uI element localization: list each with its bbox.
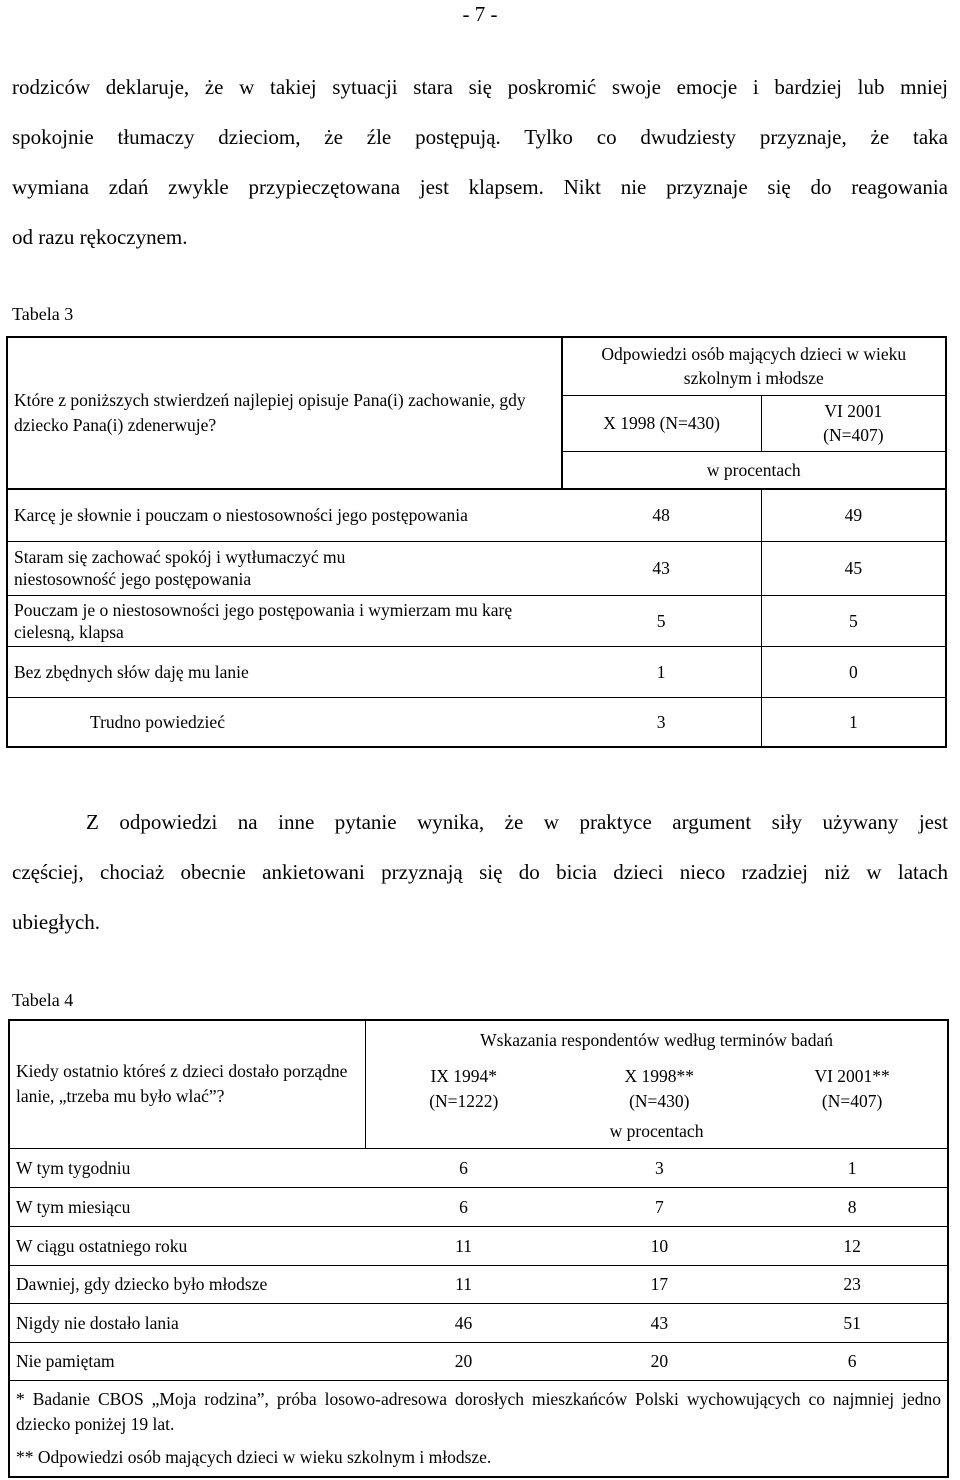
- row-label: Nie pamiętam: [9, 1342, 366, 1380]
- cell-value: 46: [366, 1303, 562, 1342]
- table-3-caption: Tabela 3: [12, 304, 74, 324]
- row-label: Karcę je słownie i pouczam o niestosowności jego postępowania: [7, 489, 562, 541]
- cell-value: 6: [366, 1148, 562, 1187]
- cell-value: 7: [561, 1187, 757, 1226]
- table-3: [6, 336, 947, 748]
- text-line: spokojnie tłumaczy dzieciom, że źle postępują. Tylko co dwudziesty przyznaje, że taka: [12, 125, 948, 149]
- table-4: [8, 1019, 949, 1478]
- table-4-caption: Tabela 4: [12, 990, 74, 1010]
- row-label: Nigdy nie dostało lania: [9, 1303, 366, 1342]
- row-label: Staram się zachować spokój i wytłumaczyć mu niestosowność jego postępowania: [7, 541, 562, 595]
- cell-value: 20: [561, 1342, 757, 1380]
- cell-value: 20: [366, 1342, 562, 1380]
- cell-value: 11: [366, 1265, 562, 1303]
- table-row: [7, 541, 946, 595]
- table-4-col1-header: IX 1994* (N=1222): [429, 1066, 499, 1111]
- row-label: W tym tygodniu: [9, 1148, 366, 1187]
- table-row: [7, 489, 946, 541]
- cell-value: 6: [366, 1187, 562, 1226]
- table-4-col3-header: VI 2001** (N=407): [814, 1066, 890, 1111]
- row-label: W tym miesiącu: [9, 1187, 366, 1226]
- cell-value: 8: [757, 1187, 948, 1226]
- cell-value: 5: [562, 595, 762, 646]
- row-label: W ciągu ostatniego roku: [9, 1226, 366, 1265]
- page-number: - 7 -: [462, 2, 498, 26]
- row-label: Bez zbędnych słów daję mu lanie: [7, 646, 562, 697]
- table-row: [9, 1226, 948, 1265]
- cell-value: 5: [761, 595, 946, 646]
- cell-value: 3: [562, 697, 762, 747]
- text-line: rodziców deklaruje, że w takiej sytuacji stara się poskromić swoje emocje i bardziej lub mniej: [12, 75, 948, 99]
- cell-value: 43: [561, 1303, 757, 1342]
- paragraph-1: [12, 62, 948, 262]
- footnote-row: [9, 1380, 948, 1477]
- text-line: częściej, chociaż obecnie ankietowani przyznają się do bicia dzieci nieco rzadziej niż w latach: [12, 860, 948, 884]
- row-label: Trudno powiedzieć: [90, 711, 225, 732]
- row-label: Pouczam je o niestosowności jego postępowania i wymierzam mu karę cielesną, klapsa: [7, 595, 562, 646]
- table-row: [9, 1265, 948, 1303]
- table-row: [9, 1303, 948, 1342]
- paragraph-2: [12, 797, 948, 947]
- text-line: ubiegłych.: [12, 910, 101, 934]
- cell-value: 23: [757, 1265, 948, 1303]
- table-row: [7, 697, 946, 747]
- cell-value: 17: [561, 1265, 757, 1303]
- table-4-group-header: Wskazania respondentów według terminów badań: [480, 1029, 833, 1050]
- footnote-2: ** Odpowiedzi osób mających dzieci w wieku szkolnym i młodsze.: [16, 1446, 492, 1467]
- cell-value: 48: [562, 489, 762, 541]
- footnote-1: * Badanie CBOS „Moja rodzina”, próba losowo-adresowa dorosłych mieszkańców Polski wychowujących co najmniej jedno dziecko poniżej 19 lat.: [16, 1388, 941, 1434]
- cell-value: 10: [561, 1226, 757, 1265]
- table-row: [9, 1187, 948, 1226]
- text-line: od razu rękoczynem.: [12, 225, 188, 249]
- text-line: wymiana zdań zwykle przypieczętowana jest klapsem. Nikt nie przyznaje się do reagowania: [12, 175, 948, 199]
- table-4-unit: w procentach: [366, 1120, 948, 1148]
- table-row: [7, 646, 946, 697]
- cell-value: 0: [761, 646, 946, 697]
- table-3-unit: w procentach: [562, 451, 946, 489]
- cell-value: 45: [761, 541, 946, 595]
- table-3-group-header: Odpowiedzi osób mających dzieci w wieku szkolnym i młodsze: [562, 337, 946, 395]
- cell-value: 3: [561, 1148, 757, 1187]
- table-4-col2-header: X 1998** (N=430): [624, 1066, 695, 1111]
- table-3-question: Które z poniższych stwierdzeń najlepiej opisuje Pana(i) zachowanie, gdy dziecko Pana(i) zdenerwuje?: [7, 337, 562, 489]
- cell-value: 51: [757, 1303, 948, 1342]
- cell-value: 11: [366, 1226, 562, 1265]
- text-line: Z odpowiedzi na inne pytanie wynika, że w praktyce argument siły używany jest: [86, 810, 948, 834]
- table-row: [7, 595, 946, 646]
- table-3-col1-header: X 1998 (N=430): [562, 395, 762, 451]
- table-row: [9, 1342, 948, 1380]
- row-label: Dawniej, gdy dziecko było młodsze: [9, 1265, 366, 1303]
- cell-value: 1: [848, 711, 858, 732]
- cell-value: 1: [562, 646, 762, 697]
- cell-value: 6: [757, 1342, 948, 1380]
- table-row: [9, 1148, 948, 1187]
- cell-value: 43: [562, 541, 762, 595]
- cell-value: 12: [757, 1226, 948, 1265]
- table-4-question: Kiedy ostatnio któreś z dzieci dostało porządne lanie, „trzeba mu było wlać”?: [9, 1020, 366, 1148]
- table-3-col2-header: VI 2001 (N=407): [761, 395, 946, 451]
- cell-value: 49: [761, 489, 946, 541]
- cell-value: 1: [757, 1148, 948, 1187]
